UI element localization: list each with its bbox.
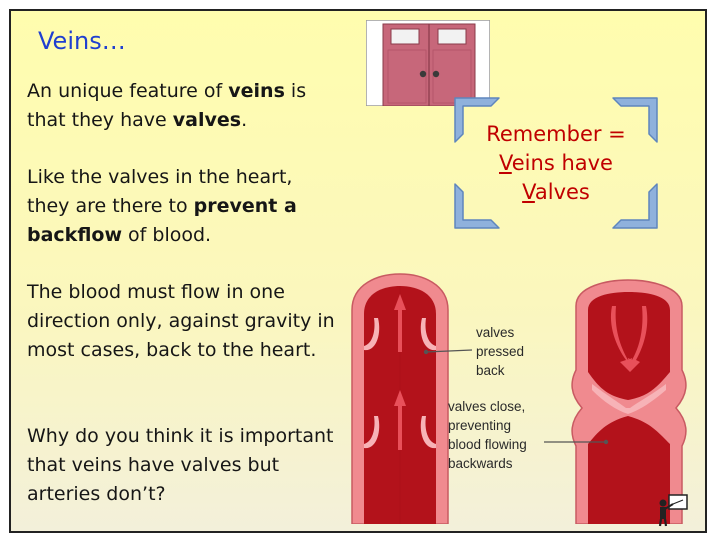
label-line: pressed [476,344,525,359]
paragraph-one-direction: The blood must flow in one direction only, against gravity in most cases, back to the heart. [27,281,335,361]
text-run: eins have [511,151,613,175]
remember-line-2 [451,149,661,178]
text-run: An unique feature of [27,80,229,102]
label-line: valves [476,325,515,340]
label-line: preventing [448,418,512,433]
text-run: of blood. [122,224,212,246]
remember-line-3 [451,178,661,207]
text-run: alves [534,180,590,204]
text-run: Like the valves in the heart, they are there to [27,166,293,217]
label-valves-pressed-back [476,323,524,380]
remember-text [451,120,661,207]
label-line: back [476,363,505,378]
underlined-letter: V [522,180,535,204]
label-line: blood flowing [448,437,527,452]
presenter-board-icon[interactable] [655,493,689,527]
label-line: valves close, [448,399,526,414]
remember-line-1: Remember = [486,122,626,146]
underlined-letter: V [499,151,512,175]
label-line: backwards [448,456,513,471]
paragraph-backflow [27,163,337,250]
bold-prevent-backflow: prevent a backflow [27,195,297,246]
text-run: is that they have [27,80,307,131]
paragraph-valves-feature [27,77,337,135]
paragraph-question: Why do you think it is important that veins have valves but arteries don’t? [27,425,334,505]
label-valves-close [448,397,527,473]
bold-valves: valves [172,109,242,131]
text-run: . [241,109,248,131]
bold-veins: veins [228,80,285,102]
slide-title: Veins… [38,27,126,55]
